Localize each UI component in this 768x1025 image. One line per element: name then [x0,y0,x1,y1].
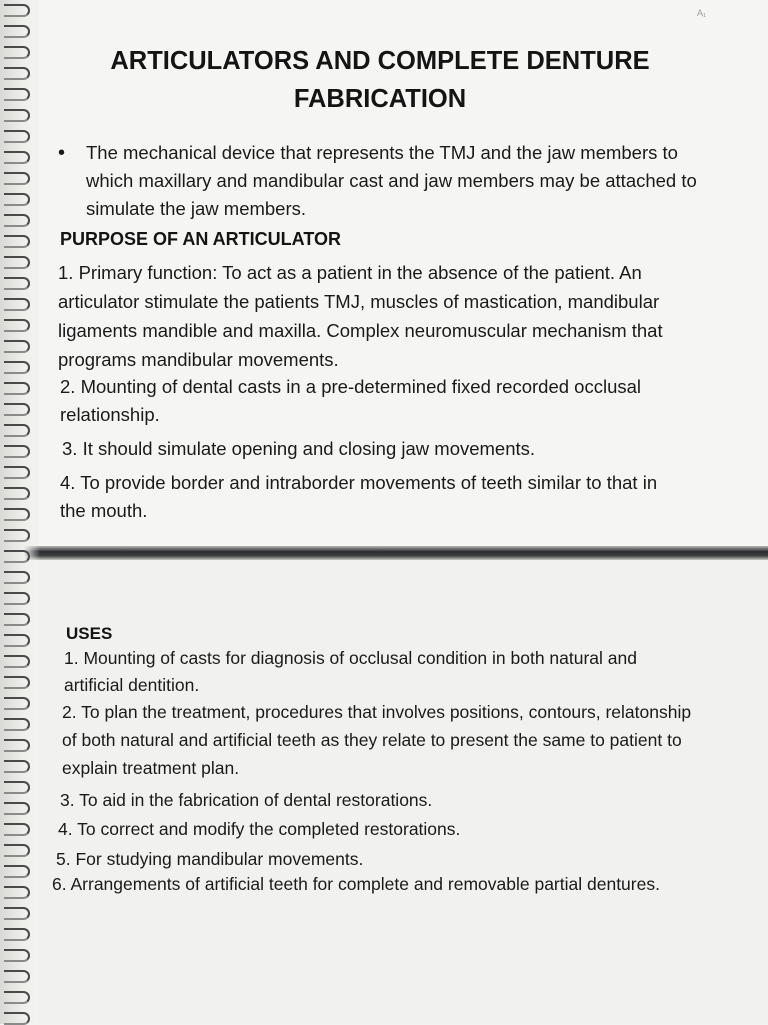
spiral-ring-icon [4,340,30,353]
spiral-ring-icon [4,508,30,521]
page-divider [0,546,768,560]
spiral-ring-icon [4,571,30,584]
purpose-item-1: 1. Primary function: To act as a patient in the absence of the patient. An articulator stimulate the patients TMJ, muscles of mastication, mandibular ligaments mandible and maxilla. Complex neuromuscular mechanism that programs mandibular movements. [58,262,663,370]
spiral-ring-icon [4,991,30,1004]
spiral-ring-icon [4,550,30,563]
spiral-ring-icon [4,25,30,38]
spiral-ring-icon [4,760,30,773]
spiral-ring-icon [4,487,30,500]
bullet-icon: • [58,142,66,164]
spiral-ring-icon [4,151,30,164]
uses-item-6: 6. Arrangements of artificial teeth for complete and removable partial dentures. [52,874,660,894]
uses-heading: USES [66,624,113,643]
spiral-ring-icon [4,172,30,185]
spiral-ring-icon [4,235,30,248]
purpose-item-4: 4. To provide border and intraborder movements of teeth similar to that in the mouth. [60,472,658,521]
spiral-ring-icon [4,949,30,962]
spiral-ring-icon [4,634,30,647]
spiral-ring-icon [4,88,30,101]
spiral-ring-icon [4,718,30,731]
spiral-ring-icon [4,697,30,710]
spiral-ring-icon [4,277,30,290]
spiral-ring-icon [4,193,30,206]
intro-definition: The mechanical device that represents the TMJ and the jaw members to which maxillary and mandibular cast and jaw members may be attached to simulate the jaw members. [86,142,697,219]
spiral-ring-icon [4,1012,30,1025]
page-mark: A₁ [696,8,706,18]
spiral-ring-icon [4,844,30,857]
uses-item-3: 3. To aid in the fabrication of dental restorations. [60,790,433,810]
spiral-ring-icon [4,865,30,878]
purpose-item-3: 3. It should simulate opening and closing jaw movements. [62,438,536,459]
title-line-1: ARTICULATORS AND COMPLETE DENTURE [110,47,650,75]
spiral-ring-icon [4,592,30,605]
spiral-ring-icon [4,424,30,437]
spiral-ring-icon [4,970,30,983]
title-line-2: FABRICATION [293,85,467,113]
spiral-ring-icon [4,676,30,689]
spiral-ring-icon [4,298,30,311]
spiral-ring-icon [4,256,30,269]
spiral-ring-icon [4,886,30,899]
spiral-ring-icon [4,466,30,479]
spiral-ring-icon [4,907,30,920]
spiral-ring-icon [4,823,30,836]
spiral-ring-icon [4,130,30,143]
uses-item-5: 5. For studying mandibular movements. [56,849,364,869]
uses-item-1: 1. Mounting of casts for diagnosis of occlusal condition in both natural and artificial dentition. [64,648,637,695]
spiral-ring-icon [4,214,30,227]
spiral-binding [0,0,40,1024]
spiral-ring-icon [4,109,30,122]
uses-item-2: 2. To plan the treatment, procedures that involves positions, contours, relatonship of both natural and artificial teeth as they relate to present the same to patient to explain treatment plan. [62,702,692,778]
spiral-ring-icon [4,928,30,941]
page-title [60,42,700,118]
spiral-ring-icon [4,739,30,752]
spiral-ring-icon [4,529,30,542]
uses-item-4: 4. To correct and modify the completed restorations. [58,819,461,839]
spiral-ring-icon [4,46,30,59]
spiral-ring-icon [4,361,30,374]
spiral-ring-icon [4,403,30,416]
spiral-ring-icon [4,67,30,80]
spiral-ring-icon [4,613,30,626]
spiral-ring-icon [4,382,30,395]
purpose-heading: PURPOSE OF AN ARTICULATOR [60,229,342,249]
spiral-ring-icon [4,4,30,17]
spiral-ring-icon [4,655,30,668]
spiral-ring-icon [4,445,30,458]
spiral-ring-icon [4,319,30,332]
purpose-item-2: 2. Mounting of dental casts in a pre-determined fixed recorded occlusal relationship. [60,376,642,425]
spiral-ring-icon [4,781,30,794]
spiral-ring-icon [4,802,30,815]
